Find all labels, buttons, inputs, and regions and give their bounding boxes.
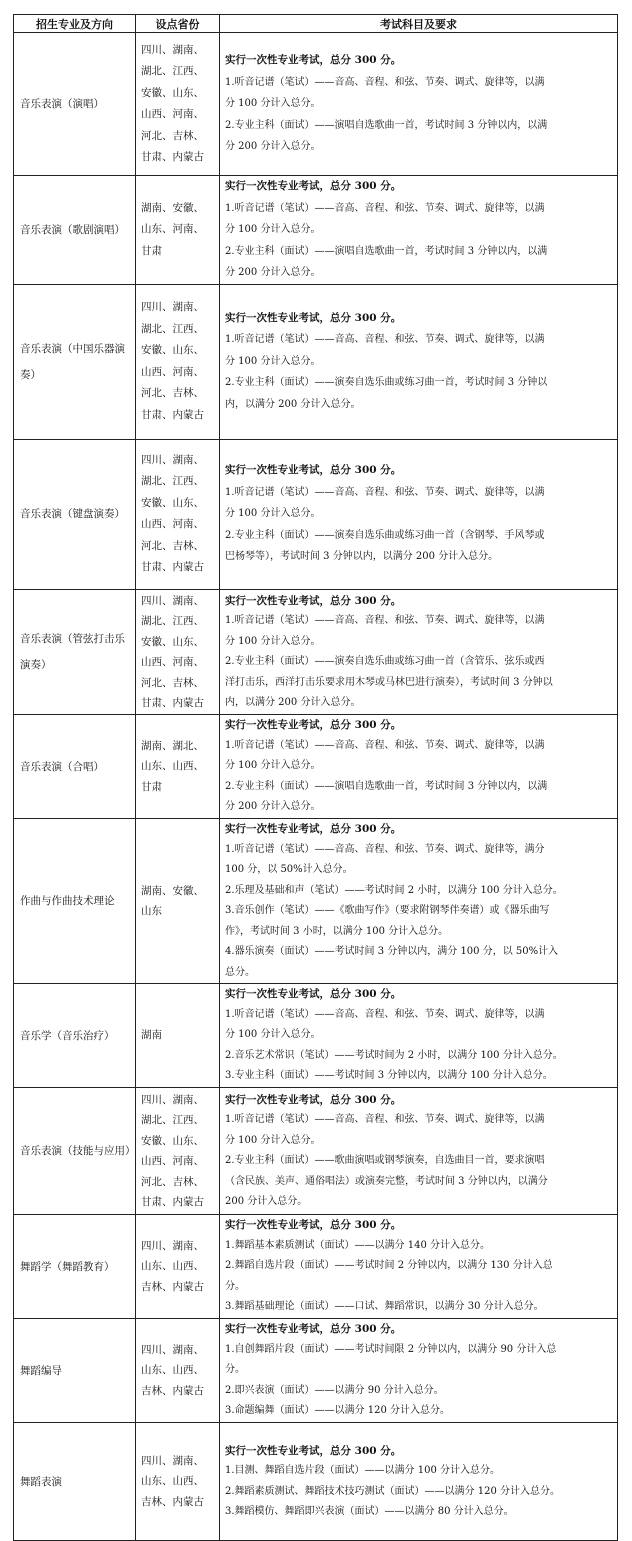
major-cell: 舞蹈表演 [14,1423,136,1541]
province-line: 河北、吉林、 [141,129,204,142]
requirement-line: 内，以满分 200 分计入总分。 [225,697,361,708]
table-row [14,176,618,285]
requirements-cell [220,1423,618,1541]
province-line: 四川、湖南、 [141,43,204,56]
requirement-line: 1.听音记谱（笔试）——音高、音程、和弦、节奏、调式、旋律等，以满 [225,1008,545,1020]
province-line: 安徽、山东、 [141,86,204,99]
province-line: 四川、湖南、 [141,1239,204,1252]
header-row [14,15,618,33]
major-cell: 音乐表演（技能与应用） [14,1088,136,1215]
major-cell: 舞蹈编导 [14,1319,136,1423]
provinces-cell [136,1423,220,1541]
requirement-line: 1.听音记谱（笔试）——音高、音程、和弦、节奏、调式、旋律等，满分 [225,843,545,855]
table-row [14,1215,618,1319]
requirement-line: 2.专业主科（面试）——演唱自选歌曲一首，考试时间 3 分钟以内，以满 [225,245,548,257]
requirement-line: 2.舞蹈自选片段（面试）——考试时间 2 分钟以内，以满分 130 分计入总 [225,1260,553,1272]
requirement-line: 3.舞蹈基础理论（面试）——口试、舞蹈常识，以满分 30 分计入总分。 [225,1301,544,1313]
province-line: 湖北、江西、 [141,65,204,77]
requirement-line: 分 100 分计入总分。 [225,98,321,110]
requirement-line: 2.专业主科（面试）——演唱自选歌曲一首，考试时间 3 分钟以内，以满 [225,119,548,131]
requirement-line: 4.器乐演奏（面试）——考试时间 3 分钟以内，满分 100 分，以 50%计入 [225,946,559,957]
requirement-line: 2.音乐艺术常识（笔试）——考试时间为 2 小时，以满分 100 分计入总分。 [225,1049,563,1061]
provinces-cell [136,33,220,176]
requirement-line: 100 分，以 50%计入总分。 [225,864,353,875]
requirements-cell [220,284,618,439]
header-requirements: 考试科目及要求 [220,15,618,33]
province-line: 湖北、江西、 [141,615,204,627]
requirement-line: 2.专业主科（面试）——演唱自选歌曲一首，考试时间 3 分钟以内，以满 [225,780,548,792]
province-line: 甘肃 [141,780,162,793]
requirements-cell [220,819,618,984]
provinces-cell [136,439,220,589]
requirement-line: 1.听音记谱（笔试）——音高、音程、和弦、节奏、调式、旋律等，以满 [225,739,545,751]
requirement-line: 1.听音记谱（笔试）——音高、音程、和弦、节奏、调式、旋律等，以满 [225,76,545,88]
province-line: 甘肃、内蒙古 [141,561,204,573]
requirement-line: 洋打击乐，西洋打击乐要求用木琴或马林巴进行演奏），考试时间 3 分钟以 [225,676,553,688]
province-line: 甘肃、内蒙古 [141,1196,204,1208]
province-line: 山东、山西、 [141,1475,204,1488]
table-row [14,284,618,439]
table-row [14,33,618,176]
province-line: 甘肃、内蒙古 [141,697,204,709]
provinces-cell [136,1319,220,1423]
table-row [14,439,618,589]
province-line: 山西、河南、 [141,365,204,378]
table-row [14,819,618,984]
requirement-line: 内，以满分 200 分计入总分。 [225,398,361,410]
major-cell: 音乐表演（合唱） [14,715,136,819]
province-line: 四川、湖南、 [141,301,204,313]
province-line: 山西、河南、 [141,518,204,530]
provinces-cell [136,590,220,715]
requirement-line: 1.自创舞蹈片段（面试）——考试时间限 2 分钟以内，以满分 90 分计入总 [225,1343,557,1355]
requirement-line: 分 100 分计入总分。 [225,224,321,235]
requirement-line: 分 100 分计入总分。 [225,508,321,520]
provinces-cell [136,176,220,285]
province-line: 湖南、湖北、 [141,739,204,752]
requirement-heading: 实行一次性专业考试，总分 300 分。 [225,594,402,607]
province-line: 山西、河南、 [141,656,204,668]
requirement-line: 1.目测、舞蹈自选片段（面试）——以满分 100 分计入总分。 [225,1465,500,1476]
requirement-line: 分。 [225,1364,245,1376]
requirement-line: 分 200 分计入总分。 [225,267,321,278]
exam-table-2 [13,589,618,1541]
provinces-cell [136,819,220,984]
province-line: 甘肃 [141,244,162,257]
requirement-line: （含民族、美声、通俗唱法）或演奏完整，考试时间 3 分钟以内，以满分 [225,1175,548,1187]
requirement-heading: 实行一次性专业考试，总分 300 分。 [225,180,402,192]
exam-table-1 [13,14,618,590]
requirement-line: 2.专业主科（面试）——演奏自选乐曲或练习曲一首（含管乐、弦乐或西 [225,656,545,667]
province-line: 湖南、安徽、 [141,201,204,214]
province-line: 安徽、山东、 [141,344,204,356]
requirement-line: 2.即兴表演（面试）——以满分 90 分计入总分。 [225,1384,444,1396]
requirement-line: 200 分计入总分。 [225,1196,308,1207]
table-row [14,715,618,819]
requirements-cell [220,1319,618,1423]
province-line: 湖北、江西、 [141,322,204,335]
header-provinces: 设点省份 [136,15,220,33]
requirement-heading: 实行一次性专业考试，总分 300 分。 [225,1093,402,1106]
province-line: 四川、湖南、 [141,594,204,607]
province-line: 山西、河南、 [141,1155,204,1167]
table-row [14,1319,618,1423]
province-line: 河北、吉林、 [141,1175,204,1188]
requirement-heading: 实行一次性专业考试，总分 300 分。 [225,719,402,732]
requirements-cell [220,1088,618,1215]
major-cell: 音乐表演（中国乐器演奏） [14,284,136,439]
province-line: 山东、河南、 [141,223,204,235]
province-line: 山东、山西、 [141,760,204,773]
provinces-cell [136,984,220,1088]
requirement-line: 2.专业主科（面试）——演奏自选乐曲或练习曲一首，考试时间 3 分钟以 [225,377,548,389]
major-cell: 音乐表演（键盘演奏） [14,439,136,589]
requirement-line: 3.专业主科（面试）——考试时间 3 分钟以内，以满分 100 分计入总分。 [225,1070,553,1082]
province-line: 山西、河南、 [141,108,204,120]
requirement-heading: 实行一次性专业考试，总分 300 分。 [225,1323,402,1336]
province-line: 安徽、山东、 [141,1134,204,1147]
province-line: 河北、吉林、 [141,539,204,552]
requirements-cell [220,33,618,176]
province-line: 四川、湖南、 [141,1454,204,1467]
requirement-line: 1.舞蹈基本素质测试（面试）——以满分 140 分计入总分。 [225,1239,490,1251]
province-line: 河北、吉林、 [141,387,204,399]
requirements-cell [220,439,618,589]
requirement-line: 2.乐理及基础和声（笔试）——考试时间 2 小时，以满分 100 分计入总分。 [225,884,563,896]
major-cell: 音乐表演（演唱） [14,33,136,176]
requirement-heading: 实行一次性专业考试，总分 300 分。 [225,311,402,324]
requirement-line: 2.专业主科（面试）——歌曲演唱或钢琴演奏，自选曲目一首，要求演唱 [225,1155,545,1166]
requirement-line: 3.命题编舞（面试）——以满分 120 分计入总分。 [225,1405,450,1417]
requirements-cell [220,1215,618,1319]
province-line: 湖北、江西、 [141,475,204,487]
requirement-line: 1.听音记谱（笔试）——音高、音程、和弦、节奏、调式、旋律等，以满 [225,334,545,346]
table-row [14,1088,618,1215]
major-cell: 音乐表演（管弦打击乐演奏） [14,590,136,715]
province-line: 甘肃、内蒙古 [141,151,204,163]
major-cell: 舞蹈学（舞蹈教育） [14,1215,136,1319]
requirement-line: 1.听音记谱（笔试）——音高、音程、和弦、节奏、调式、旋律等，以满 [225,202,545,214]
requirements-cell [220,984,618,1088]
requirement-line: 1.听音记谱（笔试）——音高、音程、和弦、节奏、调式、旋律等，以满 [225,615,545,626]
table-row [14,590,618,715]
requirement-line: 分 100 分计入总分。 [225,760,321,772]
requirement-line: 分 200 分计入总分。 [225,141,321,153]
province-line: 河北、吉林、 [141,676,204,689]
requirement-line: 作》，考试时间 3 小时，以满分 100 分计入总分。 [225,925,449,937]
province-line: 四川、湖南、 [141,453,204,466]
provinces-cell [136,1215,220,1319]
province-line: 吉林、内蒙古 [141,1280,204,1293]
province-line: 安徽、山东、 [141,635,204,648]
requirements-cell [220,176,618,285]
province-line: 湖南 [141,1029,162,1042]
header-major: 招生专业及方向 [14,15,136,33]
province-line: 湖南、安徽、 [141,884,204,897]
provinces-cell [136,284,220,439]
requirement-line: 1.听音记谱（笔试）——音高、音程、和弦、节奏、调式、旋律等，以满 [225,486,545,498]
province-line: 甘肃、内蒙古 [141,408,204,421]
requirement-line: 分 100 分计入总分。 [225,1029,321,1041]
provinces-cell [136,1088,220,1215]
table-row [14,984,618,1088]
requirement-line: 分 100 分计入总分。 [225,635,321,647]
requirement-line: 3.舞蹈模仿、舞蹈即兴表演（面试）——以满分 80 分计入总分。 [225,1506,514,1517]
province-line: 山东、山西、 [141,1260,204,1273]
table-row [14,1423,618,1541]
requirement-line: 2.专业主科（面试）——演奏自选乐曲或练习曲一首（含钢琴、手风琴或 [225,529,545,541]
requirement-line: 3.音乐创作（笔试）——《歌曲写作》（要求附钢琴伴奏谱）或《器乐曲写 [225,905,550,916]
requirement-heading: 实行一次性专业考试，总分 300 分。 [225,988,402,1001]
requirement-line: 2.舞蹈素质测试、舞蹈技术技巧测试（面试）——以满分 120 分计入总分。 [225,1485,560,1497]
major-cell: 音乐表演（歌剧演唱） [14,176,136,285]
provinces-cell [136,715,220,819]
province-line: 吉林、内蒙古 [141,1495,204,1508]
province-line: 山东、山西、 [141,1364,204,1377]
requirement-line: 1.听音记谱（笔试）——音高、音程、和弦、节奏、调式、旋律等，以满 [225,1114,545,1125]
province-line: 安徽、山东、 [141,496,204,509]
requirement-line: 分 200 分计入总分。 [225,801,321,813]
requirement-line: 分。 [225,1280,245,1292]
requirement-line: 分 100 分计入总分。 [225,355,321,367]
requirements-cell [220,590,618,715]
requirement-heading: 实行一次性专业考试，总分 300 分。 [225,1444,402,1457]
province-line: 四川、湖南、 [141,1343,204,1356]
requirement-heading: 实行一次性专业考试，总分 300 分。 [225,54,402,67]
requirement-heading: 实行一次性专业考试，总分 300 分。 [225,464,402,477]
requirement-line: 分 100 分计入总分。 [225,1134,321,1146]
requirement-heading: 实行一次性专业考试，总分 300 分。 [225,823,402,835]
requirement-line: 巴杨琴等），考试时间 3 分钟以内，以满分 200 分计入总分。 [225,551,499,563]
province-line: 四川、湖南、 [141,1093,204,1106]
requirement-heading: 实行一次性专业考试，总分 300 分。 [225,1219,402,1232]
province-line: 吉林、内蒙古 [141,1384,204,1397]
requirement-line: 总分。 [225,966,255,978]
province-line: 山东 [141,905,162,917]
requirements-cell [220,715,618,819]
province-line: 湖北、江西、 [141,1114,204,1126]
major-cell: 音乐学（音乐治疗） [14,984,136,1088]
major-cell: 作曲与作曲技术理论 [14,819,136,984]
